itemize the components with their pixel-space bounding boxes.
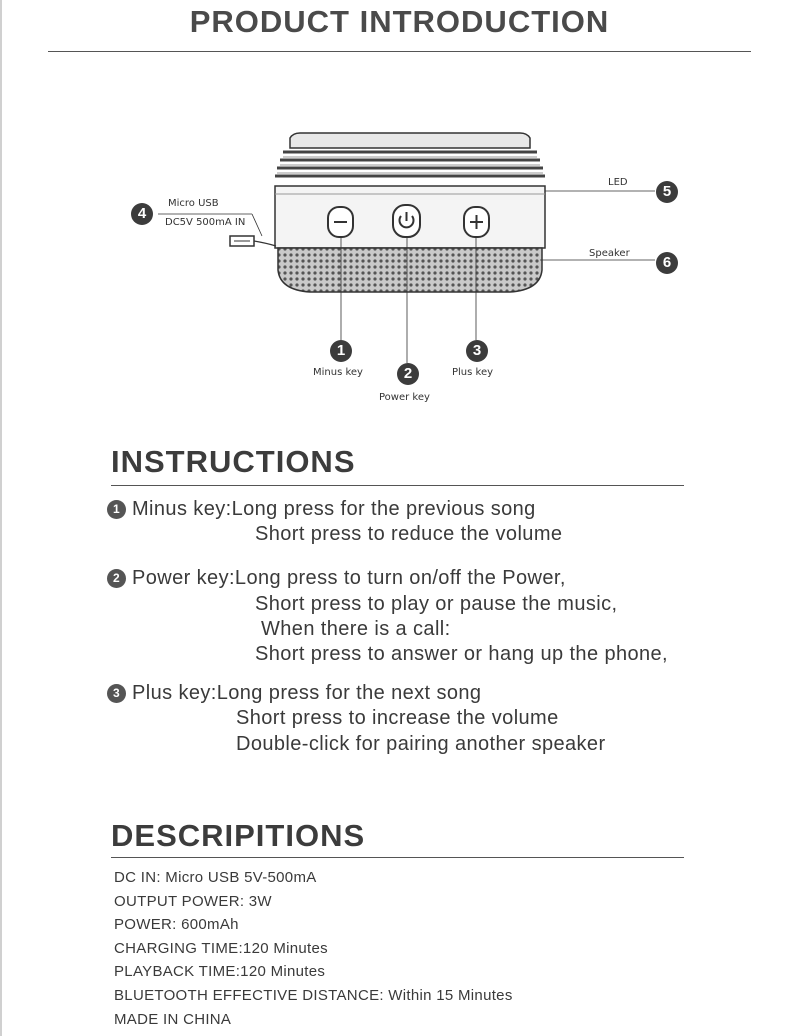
instruction-2-line-3: When there is a call: (261, 618, 451, 640)
callout-6: 6 (656, 252, 678, 274)
instruction-2-line-4: Short press to answer or hang up the phone, (255, 643, 669, 665)
spec-dc-in: DC IN: Micro USB 5V-500mA (114, 869, 317, 886)
instruction-3-line-2: Short press to increase the volume (236, 707, 559, 729)
instructions-title: INSTRUCTIONS (111, 444, 356, 479)
callout-2: 2 (397, 363, 419, 385)
spec-made-in: MADE IN CHINA (114, 1011, 232, 1028)
instruction-2-line-1: 2 Power key:Long press to turn on/off the Power, (107, 567, 566, 590)
spec-charging-time: CHARGING TIME:120 Minutes (114, 940, 328, 957)
led-label: LED (608, 177, 628, 188)
speaker-top-cap (290, 133, 530, 148)
instruction-1-line-2: Short press to reduce the volume (255, 523, 563, 545)
plus-key-label: Plus key (452, 367, 494, 378)
minus-key-icon (328, 207, 353, 237)
micro-usb-plug-icon (230, 236, 276, 246)
product-diagram (0, 0, 799, 430)
descriptions-divider (111, 857, 684, 858)
dc-in-label: DC5V 500mA IN (165, 217, 246, 228)
callout-5: 5 (656, 181, 678, 203)
instruction-3-line-1: 3 Plus key:Long press for the next song (107, 682, 481, 705)
power-key-label: Power key (379, 392, 430, 403)
number-2-icon: 2 (107, 569, 126, 588)
plus-key-icon (464, 207, 489, 237)
callout-3: 3 (466, 340, 488, 362)
instruction-2-line-2: Short press to play or pause the music, (255, 593, 618, 615)
speaker-grille (278, 248, 542, 292)
minus-key-label: Minus key (313, 367, 363, 378)
spec-bluetooth-distance: BLUETOOTH EFFECTIVE DISTANCE: Within 15 Minutes (114, 987, 513, 1004)
micro-usb-label: Micro USB (168, 198, 219, 209)
descriptions-title: DESCRIPITIONS (111, 818, 366, 853)
power-key-icon (393, 205, 420, 237)
number-3-icon: 3 (107, 684, 126, 703)
instruction-1-line-1: 1 Minus key:Long press for the previous song (107, 498, 536, 521)
number-1-icon: 1 (107, 500, 126, 519)
spec-output-power: OUTPUT POWER: 3W (114, 893, 272, 910)
instruction-3-line-3: Double-click for pairing another speaker (236, 733, 606, 755)
callout-4: 4 (131, 203, 153, 225)
callout-1: 1 (330, 340, 352, 362)
spec-power: POWER: 600mAh (114, 916, 239, 933)
page-title: PRODUCT INTRODUCTION (189, 4, 610, 39)
spec-playback-time: PLAYBACK TIME:120 Minutes (114, 963, 326, 980)
instructions-divider (111, 485, 684, 486)
speaker-label: Speaker (589, 248, 630, 259)
